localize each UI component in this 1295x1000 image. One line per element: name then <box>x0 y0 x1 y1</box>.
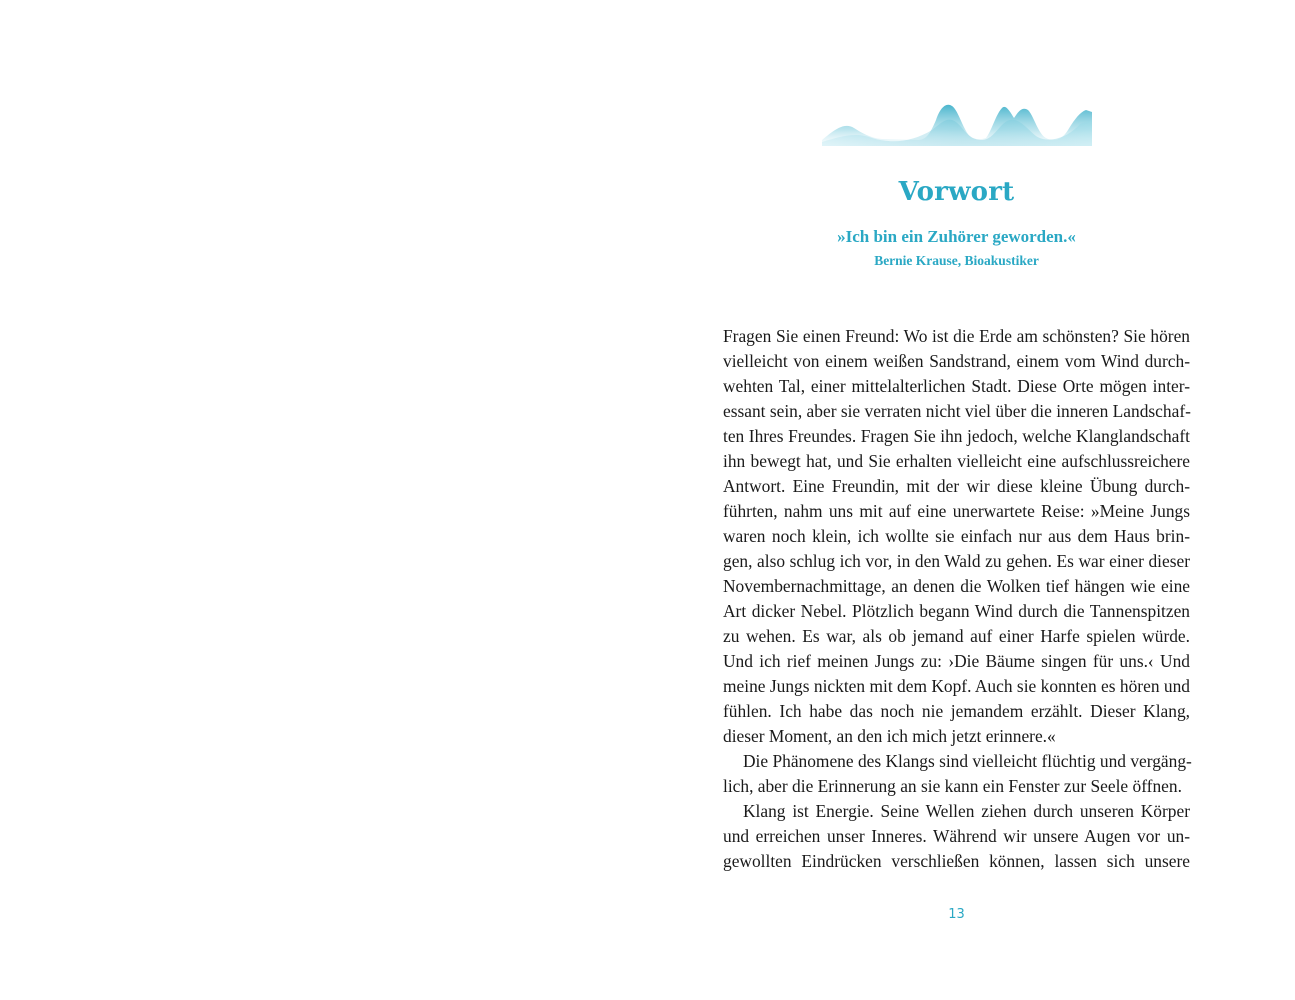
body-line: gen, also schlug ich vor, in den Wald zu gehen. Es war einer dieser <box>723 551 1190 571</box>
epigraph-quote: »Ich bin ein Zuhörer geworden.« <box>837 227 1076 246</box>
body-line: essant sein, aber sie verraten nicht viel über die inneren Landschaf- <box>723 401 1191 421</box>
body-line: führten, nahm uns mit auf eine unerwartete Reise: »Meine Jungs <box>723 501 1190 521</box>
body-line: Und ich rief meinen Jungs zu: ›Die Bäume singen für uns.‹ Und <box>723 651 1190 671</box>
body-line: gewollten Eindrücken verschließen können, lassen sich unsere <box>723 851 1190 871</box>
body-line: fühlen. Ich habe das noch nie jemandem erzählt. Dieser Klang, <box>723 701 1190 721</box>
body-line: waren noch klein, ich wollte sie einfach nur aus dem Haus brin- <box>723 526 1190 546</box>
body-line: Fragen Sie einen Freund: Wo ist die Erde am schönsten? Sie hören <box>723 326 1190 346</box>
body-line: Novembernachmittage, an denen die Wolken tief hängen wie eine <box>723 576 1190 596</box>
body-text <box>723 324 1190 874</box>
body-line: wehten Tal, einer mittelalterlichen Stadt. Diese Orte mögen inter- <box>723 376 1190 396</box>
body-line: ten Ihres Freundes. Fragen Sie ihn jedoch, welche Klanglandschaft <box>723 426 1190 446</box>
page-number: 13 <box>948 907 965 922</box>
sound-wave-mountain-icon <box>822 100 1092 146</box>
body-line: ihn bewegt hat, und Sie erhalten vielleicht eine aufschlussreichere <box>723 451 1190 471</box>
body-line: vielleicht von einem weißen Sandstrand, einem vom Wind durch- <box>723 351 1190 371</box>
body-line: meine Jungs nickten mit dem Kopf. Auch sie konnten es hören und <box>723 676 1190 696</box>
epigraph-source: Bernie Krause, Bioakustiker <box>874 253 1039 268</box>
body-line: und erreichen unser Inneres. Während wir unsere Augen vor un- <box>723 826 1190 846</box>
body-line: dieser Moment, an den ich mich jetzt erinnere.« <box>723 726 1056 746</box>
left-page-blank <box>0 0 647 1000</box>
body-line: Antwort. Eine Freundin, mit der wir diese kleine Übung durch- <box>723 476 1190 496</box>
body-line: Die Phänomene des Klangs sind vielleicht flüchtig und vergäng- <box>743 751 1192 771</box>
body-line: Art dicker Nebel. Plötzlich begann Wind durch die Tannenspitzen <box>723 601 1190 621</box>
chapter-title: Vorwort <box>898 177 1015 208</box>
body-line: Klang ist Energie. Seine Wellen ziehen durch unseren Körper <box>743 801 1190 821</box>
epigraph <box>723 226 1190 271</box>
body-line: zu wehen. Es war, als ob jemand auf einer Harfe spielen würde. <box>723 626 1190 646</box>
body-line: lich, aber die Erinnerung an sie kann ein Fenster zur Seele öffnen. <box>723 776 1182 796</box>
